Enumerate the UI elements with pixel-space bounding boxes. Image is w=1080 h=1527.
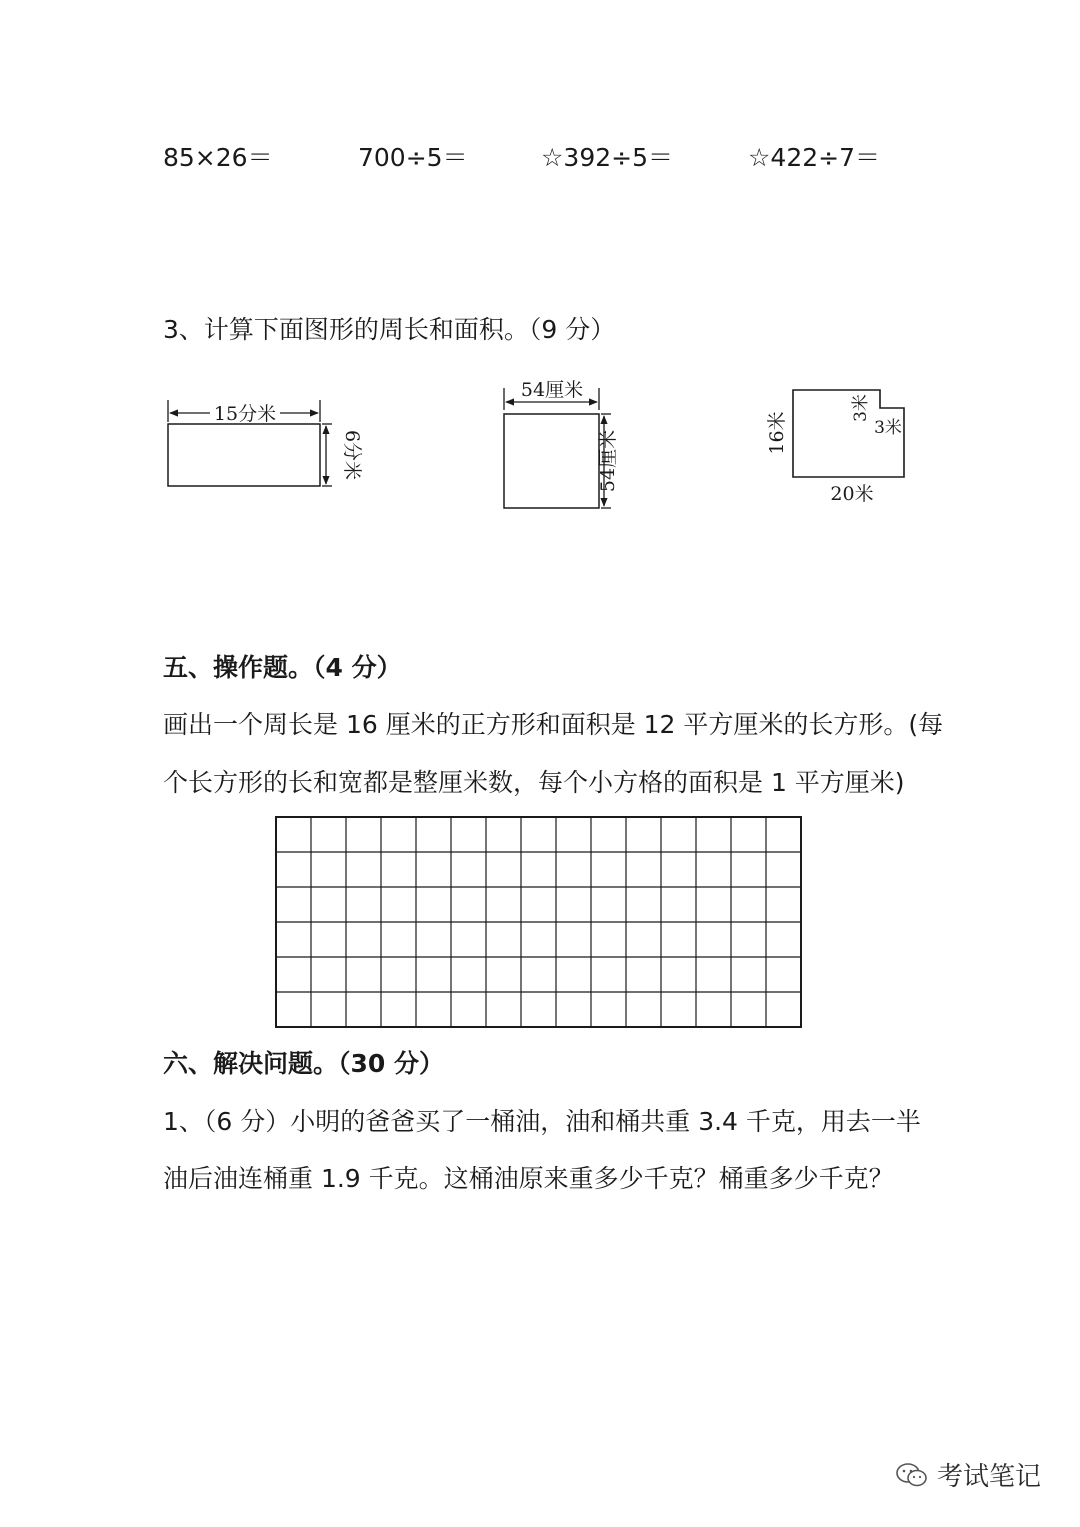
lshape-notch-h-label: 3米 (874, 418, 902, 438)
l-shape-figure (766, 390, 904, 505)
problem-1-line-2: 油后油连桶重 1.9 千克。这桶油原来重多少千克？桶重多少千克？ (163, 1164, 894, 1193)
rect-width-label: 15分米 (213, 403, 277, 425)
calc-item-3: ☆392÷5＝ (541, 143, 673, 172)
lshape-notch-v-label: 3米 (851, 394, 871, 422)
calc-item-2: 700÷5＝ (358, 143, 468, 172)
lshape-bottom-label: 20米 (830, 483, 874, 505)
square-width-label: 54厘米 (520, 379, 584, 401)
figures-area (0, 370, 1080, 530)
section-5-line-1: 画出一个周长是 16 厘米的正方形和面积是 12 平方厘米的长方形。(每 (163, 710, 944, 739)
watermark (895, 1456, 1041, 1493)
watermark-text: 考试笔记 (937, 1462, 1042, 1492)
calc-item-1: 85×26＝ (163, 143, 273, 172)
wechat-icon (895, 1461, 929, 1489)
section-5-line-2: 个长方形的长和宽都是整厘米数，每个小方格的面积是 1 平方厘米) (163, 768, 905, 797)
square-figure (504, 379, 619, 508)
section-6-heading: 六、解决问题。（30 分） (163, 1049, 444, 1078)
rectangle-figure (168, 400, 363, 486)
rect-height-label: 6分米 (341, 429, 363, 481)
square-height-label: 54厘米 (597, 429, 619, 493)
calc-item-4: ☆422÷7＝ (748, 143, 880, 172)
question-3: 3、计算下面图形的周长和面积。（9 分） (163, 315, 616, 344)
lshape-left-label: 16米 (766, 411, 788, 455)
problem-1-line-1: 1、（6 分）小明的爸爸买了一桶油，油和桶共重 3.4 千克，用去一半 (163, 1107, 921, 1136)
section-5-heading: 五、操作题。（4 分） (163, 653, 402, 682)
square-grid (274, 815, 804, 1029)
